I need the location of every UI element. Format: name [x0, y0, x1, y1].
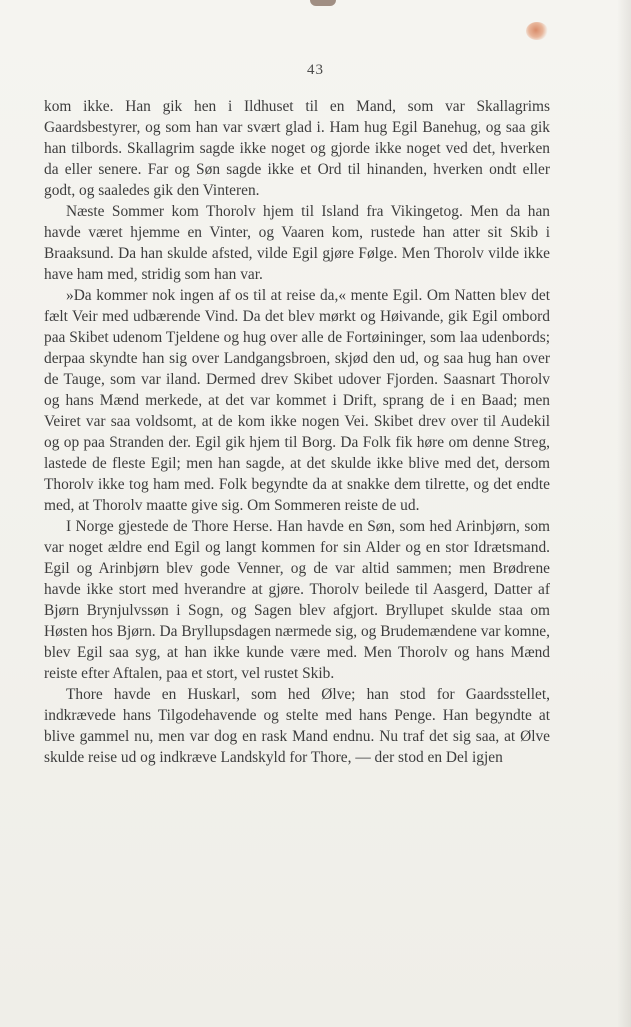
paragraph: Næste Sommer kom Thorolv hjem til Island fra Vikingetog. Men da han havde været hjemme en Vinter, og Vaaren kom, rustede han atter sit Skib i Braaksund. Da han skulde afsted, vilde Egil gjøre Følge. Men Thorolv vilde ikke have ham med, stridig som han var.	[44, 203, 550, 283]
paragraph: »Da kommer nok ingen af os til at reise da,« mente Egil. Om Natten blev det fælt Veir med udbærende Vind. Da det blev mørkt og Høivande, gik Egil ombord paa Skibet udenom Tjeldene og hug over alle de Fortøininger, som laa udenbords; derpaa skyndte han sig over Landgangsbroen, skjød den ud, og saa hug han over de Tauge, som var iland. Dermed drev Skibet udover Fjorden. Saasnart Thorolv og hans Mænd merkede, at det var kommet i Drift, sprang de i en Baad; men Veiret var saa voldsomt, at de kom ikke nogen Vei. Skibet drev over til Audekil og op paa Stranden der. Egil gik hjem til Borg. Da Folk fik høre om denne Streg, lastede de fleste Egil; men han sagde, at det skulde ikke blive med det, dersom Thorolv ikke tog ham med. Folk begyndte da at snakke dem tilrette, og det endte med, at Thorolv maatte give sig. Om Sommeren reiste de ud.	[44, 287, 550, 514]
paragraph: kom ikke. Han gik hen i Ildhuset til en Mand, som var Skallagrims Gaardsbestyrer, og som han var svært glad i. Ham hug Egil Banehug, og saa gik han tilbords. Skallagrim sagde ikke noget og gjorde ikke noget ved det, hverken da eller senere. Far og Søn sagde ikke et Ord til hinanden, hverken ondt eller godt, og saaledes gik den Vinteren.	[44, 98, 550, 199]
binding-mark	[310, 0, 336, 6]
page-edge-shadow	[617, 0, 631, 1027]
body-text	[44, 96, 550, 768]
page-number: 43	[307, 62, 324, 78]
paper-stain	[526, 22, 548, 40]
paragraph: Thore havde en Huskarl, som hed Ølve; han stod for Gaardsstellet, indkrævede hans Tilgodehavende og stelte med hans Penge. Han begyndte at blive gammel nu, men var dog en rask Mand endnu. Nu traf det sig saa, at Ølve skulde reise ud og indkræve Landskyld for Thore, — der stod en Del igjen	[44, 686, 550, 766]
paragraph: I Norge gjestede de Thore Herse. Han havde en Søn, som hed Arinbjørn, som var noget ældre end Egil og langt kommen for sin Alder og en stor Idrætsmand. Egil og Arinbjørn blev gode Venner, og de var altid sammen; men Brødrene havde ikke stort med hverandre at gjøre. Thorolv beilede til Aasgerd, Datter af Bjørn Brynjulvssøn i Sogn, og Sagen blev afgjort. Bryllupet skulde staa om Høsten hos Bjørn. Da Bryllupsdagen nærmede sig, og Brudemændene var komne, blev Egil saa syg, at han ikke kunde være med. Men Thorolv og hans Mænd reiste efter Aftalen, paa et stort, vel rustet Skib.	[44, 518, 550, 682]
